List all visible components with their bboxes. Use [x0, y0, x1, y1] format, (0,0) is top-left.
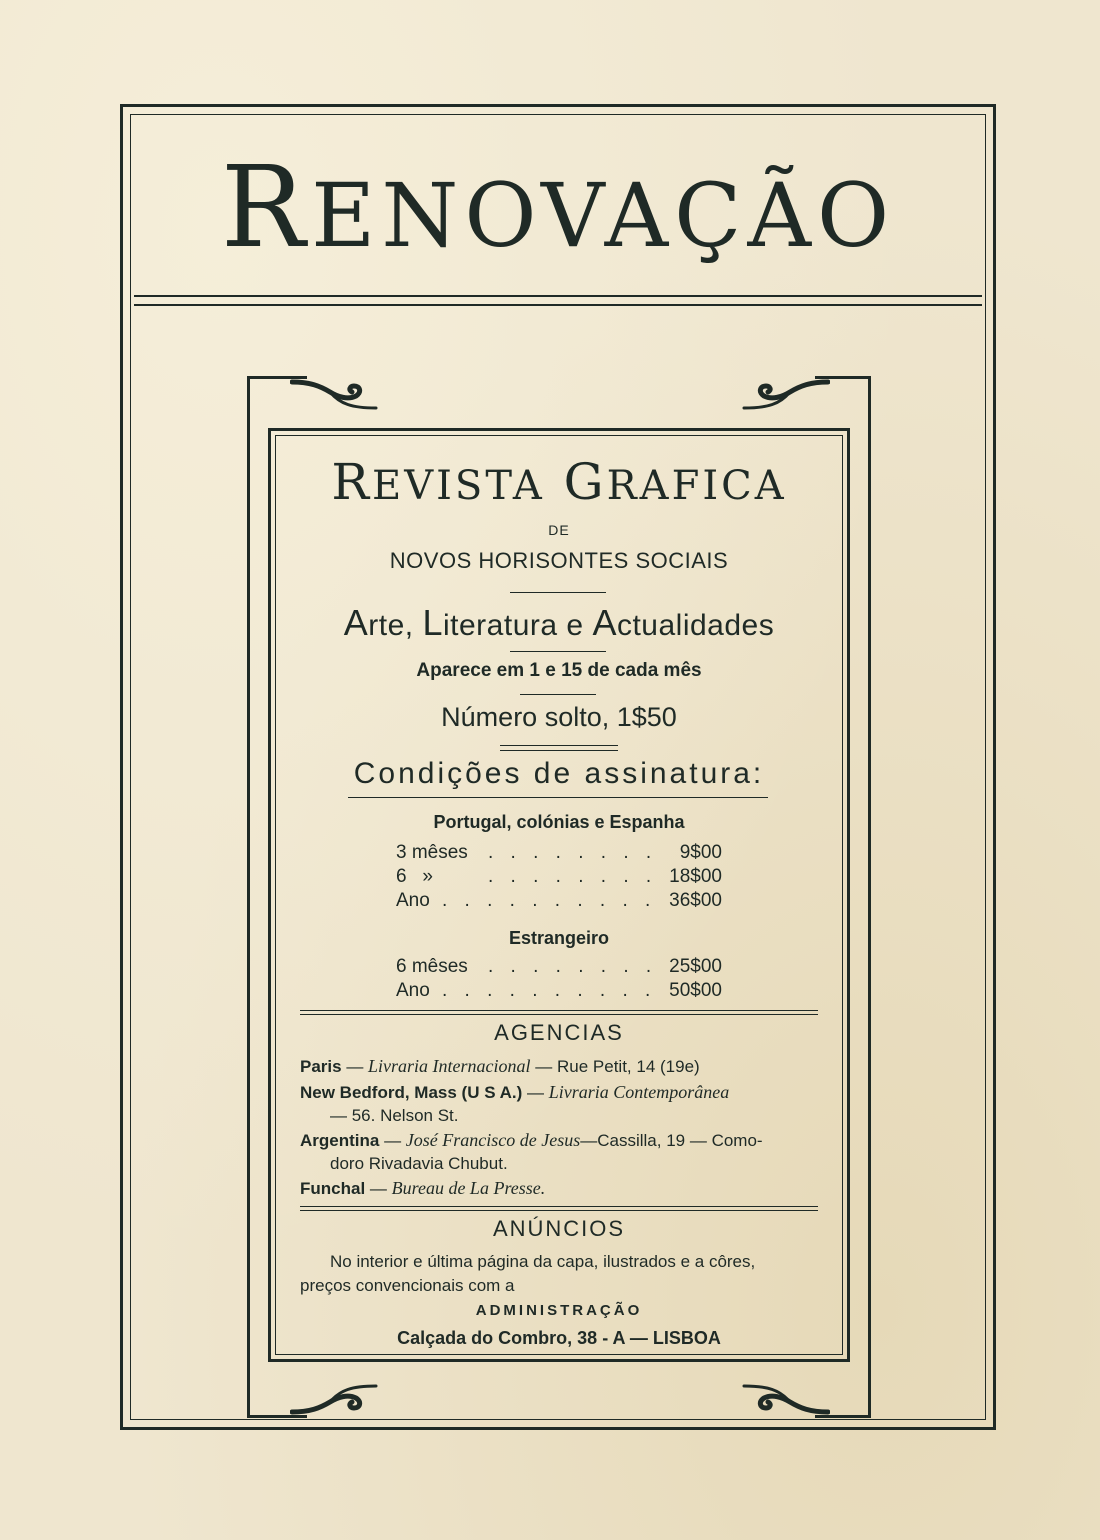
- agency-city: Funchal: [300, 1179, 366, 1198]
- ornament-frame-left: [247, 378, 250, 1418]
- conditions-title: Condições de assinatura:: [353, 757, 765, 790]
- ads-heading: ANÚNCIOS: [492, 1216, 626, 1241]
- divider: [510, 592, 606, 593]
- topic-word: ctualidades: [616, 609, 775, 642]
- title-initial-g: G: [563, 453, 607, 511]
- masthead-initial: R: [220, 143, 312, 273]
- agency-new-bedford-address: — 56. Nelson St.: [330, 1106, 459, 1125]
- agency-paris: [300, 1054, 840, 1079]
- price-term: 6 mêses: [396, 956, 468, 977]
- address: Calçada do Combro, 38 - A — LISBOA: [397, 1328, 721, 1348]
- agency-argentina: [300, 1128, 840, 1153]
- topic-word: iteratura: [443, 609, 558, 642]
- agency-funchal: [300, 1176, 840, 1201]
- frequency: Aparece em 1 e 15 de cada mês: [416, 660, 702, 681]
- agency-city: Paris: [300, 1057, 342, 1076]
- title-word-revista: EVISTA: [372, 463, 545, 509]
- masthead-rest: ENOVAÇÃO: [311, 164, 896, 267]
- section-rule: [300, 1010, 818, 1011]
- price-value: 36$00: [669, 890, 722, 911]
- masthead-title: [130, 138, 986, 278]
- scroll-ornament-top-right: [740, 378, 830, 414]
- agency-sep: —: [341, 1057, 369, 1076]
- divider: [520, 694, 596, 695]
- price-value: 25$00: [669, 956, 722, 977]
- price-row: [396, 842, 722, 866]
- conditions-underline: [348, 797, 768, 798]
- divider: [510, 651, 606, 652]
- price-value: 50$00: [669, 980, 722, 1001]
- agency-city: Argentina: [300, 1131, 380, 1150]
- scroll-ornament-top-left: [290, 378, 380, 414]
- scroll-ornament-bottom-left: [290, 1380, 380, 1416]
- leader-dots: . . . . . . . .: [488, 956, 658, 977]
- leader-dots: . . . . . . . . . .: [442, 890, 657, 911]
- price-row: [396, 866, 722, 890]
- agency-name: José Francisco de Jesus: [405, 1130, 581, 1150]
- scroll-ornament-bottom-right: [740, 1380, 830, 1416]
- agency-sep: —: [365, 1179, 392, 1198]
- domestic-heading: Portugal, colónias e Espanha: [433, 812, 685, 832]
- agency-sep: —: [522, 1083, 549, 1102]
- leader-dots: . . . . . . . .: [488, 842, 658, 863]
- agencies-heading: AGENCIAS: [494, 1020, 624, 1045]
- price-row: [396, 956, 722, 980]
- leader-dots: . . . . . . . . . .: [442, 980, 657, 1001]
- agency-argentina-address: doro Rivadavia Chubut.: [330, 1154, 508, 1173]
- agency-name: Bureau de La Presse.: [391, 1178, 546, 1198]
- masthead-rule-top: [134, 295, 982, 297]
- agency-name: Livraria Internacional: [368, 1056, 531, 1076]
- ads-text-line2: preços convencionais com a: [300, 1276, 515, 1295]
- price-row: [396, 890, 722, 914]
- agency-new-bedford: [300, 1080, 840, 1105]
- single-issue-price: Número solto, 1$50: [441, 702, 677, 732]
- topic-initial: A: [592, 602, 617, 643]
- divider: [500, 745, 618, 746]
- administration: ADMINISTRAÇÃO: [475, 1302, 643, 1319]
- topic-initial: L: [422, 602, 443, 643]
- subtitle: NOVOS HORISONTES SOCIAIS: [389, 548, 729, 573]
- foreign-heading: Estrangeiro: [508, 928, 610, 948]
- topic-word: e: [566, 609, 584, 642]
- agency-city: New Bedford, Mass (U S A.): [300, 1083, 523, 1102]
- agency-address: — Rue Petit, 14 (19e): [530, 1057, 700, 1076]
- section-rule: [300, 1210, 818, 1211]
- title-de: DE: [548, 522, 570, 538]
- title-initial-r: R: [331, 453, 373, 511]
- price-value: 18$00: [669, 866, 722, 887]
- masthead-rule-bottom: [134, 304, 982, 306]
- price-term: 3 mêses: [396, 842, 468, 863]
- leader-dots: . . . . . . . .: [488, 866, 658, 887]
- price-term: Ano: [396, 980, 430, 1001]
- title-word-grafica: RAFICA: [606, 463, 787, 509]
- section-rule: [300, 1014, 818, 1015]
- topic-initial: A: [343, 602, 369, 643]
- topics-line: [275, 602, 843, 644]
- divider: [500, 750, 618, 751]
- section-rule: [300, 1206, 818, 1207]
- topic-word: rte,: [368, 609, 414, 642]
- price-row: [396, 980, 722, 1004]
- agency-address: —Cassilla, 19 — Como-: [580, 1131, 763, 1150]
- agency-sep: —: [379, 1131, 406, 1150]
- price-term: 6 »: [396, 866, 433, 887]
- price-value: 9$00: [679, 842, 722, 863]
- agency-name: Livraria Contemporânea: [548, 1082, 730, 1102]
- magazine-title: [275, 442, 843, 526]
- price-term: Ano: [396, 890, 430, 911]
- ads-text-line1: No interior e última página da capa, ilustrados e a côres,: [330, 1252, 756, 1271]
